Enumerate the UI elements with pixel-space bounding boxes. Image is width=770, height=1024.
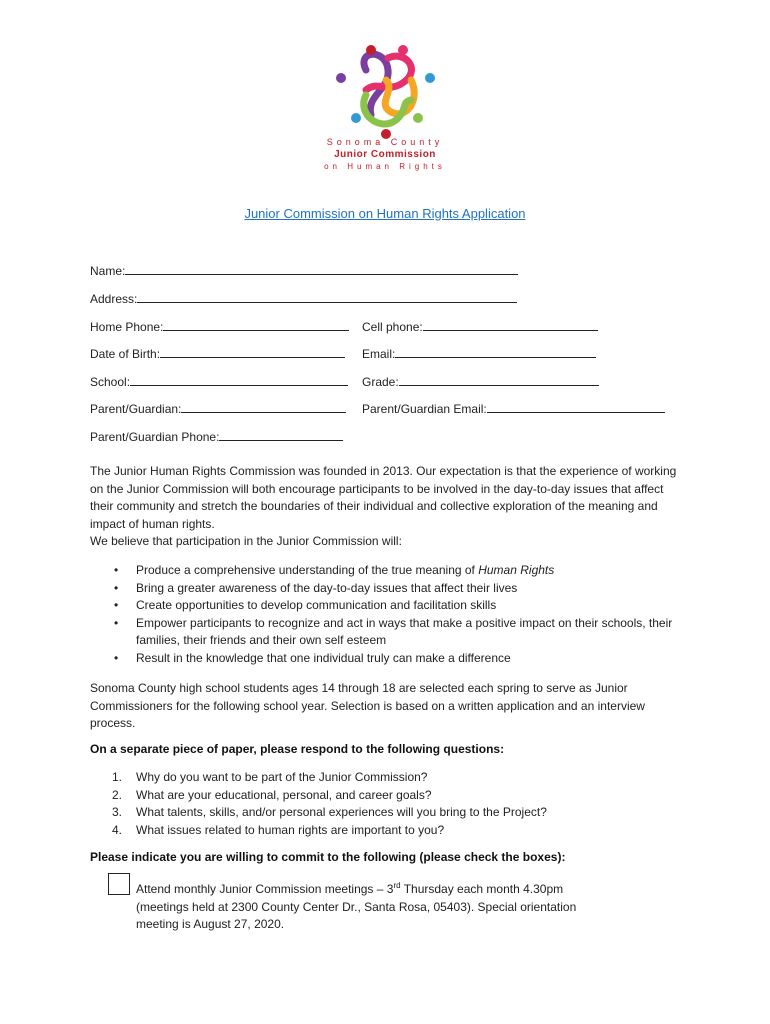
parent-phone-label: Parent/Guardian Phone: bbox=[90, 430, 220, 444]
list-item: • Create opportunities to develop communication and facilitation skills bbox=[114, 598, 497, 612]
question-text: What issues related to human rights are important to you? bbox=[136, 822, 445, 837]
questions-heading: On a separate piece of paper, please respond to the following questions: bbox=[90, 742, 505, 756]
school-label: School: bbox=[90, 375, 131, 389]
intro-text: The Junior Human Rights Commission was founded in 2013. Our expectation is that the experience of working on the Junior Commission will both encourage participants to be involved in the day-to-day issues that affect their community and stretch the boundaries of their individual and collective exploration of the meaning and impact of human rights. bbox=[90, 464, 677, 531]
question-number: 1. bbox=[112, 770, 123, 784]
list-item: • Result in the knowledge that one individual truly can make a difference bbox=[114, 650, 511, 665]
bullet-emphasis: Human Rights bbox=[478, 563, 555, 577]
human-rights-circle-logo-icon bbox=[326, 40, 446, 140]
parent-field[interactable] bbox=[90, 401, 346, 416]
cell-phone-label: Cell phone: bbox=[362, 320, 423, 334]
question-text: What are your educational, personal, and career goals? bbox=[136, 787, 432, 802]
page-title: Junior Commission on Human Rights Application bbox=[244, 206, 526, 221]
dob-field[interactable] bbox=[90, 346, 345, 361]
commit-ordinal: rd bbox=[393, 881, 401, 890]
list-item bbox=[112, 822, 547, 840]
home-phone-label: Home Phone: bbox=[90, 320, 164, 334]
bullet-text: Create opportunities to develop communication and facilitation skills bbox=[136, 598, 497, 612]
commit-text bbox=[136, 877, 616, 934]
question-text: Why do you want to be part of the Junior Commission? bbox=[136, 770, 428, 784]
org-name-line3: on Human Rights bbox=[324, 162, 446, 171]
dob-label: Date of Birth: bbox=[90, 347, 161, 361]
list-item: • Produce a comprehensive understanding of the true meaning of Human Rights bbox=[114, 563, 555, 577]
list-item bbox=[112, 787, 547, 805]
parent-email-field[interactable] bbox=[362, 401, 665, 416]
org-name-line1: Sonoma County bbox=[326, 137, 444, 147]
question-number: 4. bbox=[112, 822, 123, 837]
parent-email-label: Parent/Guardian Email: bbox=[362, 402, 487, 416]
parent-phone-field[interactable] bbox=[90, 429, 343, 444]
question-number: 3. bbox=[112, 805, 123, 819]
list-item bbox=[112, 769, 547, 787]
list-item: • Bring a greater awareness of the day-to-day issues that affect their lives bbox=[114, 580, 518, 595]
question-number: 2. bbox=[112, 787, 123, 802]
school-field[interactable] bbox=[90, 374, 348, 389]
commit-text-part2: Thursday each month 4.30pm (meetings held at 2300 County Center Dr., Santa Rosa, 05403). Special orientation meeting is August 27, 2020. bbox=[136, 882, 577, 931]
list-item bbox=[112, 804, 547, 822]
org-name-line2: Junior Commission bbox=[334, 149, 436, 160]
question-text: What talents, skills, and/or personal experiences will you bring to the Project? bbox=[136, 805, 547, 819]
email-field[interactable] bbox=[362, 346, 596, 361]
name-field[interactable] bbox=[90, 263, 518, 278]
grade-label: Grade: bbox=[362, 375, 399, 389]
meetings-checkbox[interactable] bbox=[108, 873, 130, 895]
bullet-text: Produce a comprehensive understanding of the true meaning of bbox=[136, 563, 479, 577]
cell-phone-field[interactable] bbox=[362, 319, 598, 334]
benefits-list bbox=[114, 562, 694, 667]
commit-text-part1: Attend monthly Junior Commission meetings – 3 bbox=[136, 882, 394, 896]
grade-field[interactable] bbox=[362, 374, 599, 389]
address-field[interactable] bbox=[90, 291, 517, 306]
name-label: Name: bbox=[90, 264, 126, 278]
commit-heading: Please indicate you are willing to commit to the following (please check the boxes): bbox=[90, 850, 566, 864]
questions-list bbox=[112, 769, 547, 839]
bullet-text: Result in the knowledge that one individual truly can make a difference bbox=[136, 650, 511, 665]
bullet-text: Empower participants to recognize and act in ways that make a positive impact on their schools, their families, their friends and their own self esteem bbox=[136, 615, 673, 647]
intro-paragraph bbox=[90, 463, 690, 551]
email-label: Email: bbox=[362, 347, 396, 361]
home-phone-field[interactable] bbox=[90, 319, 349, 334]
selection-paragraph: Sonoma County high school students ages 14 through 18 are selected each spring to serve as Junior Commissioners for the following school year. Selection is based on a written application and an interview process. bbox=[90, 681, 645, 730]
belief-text: We believe that participation in the Junior Commission will: bbox=[90, 534, 402, 548]
address-label: Address: bbox=[90, 292, 138, 306]
bullet-text: Bring a greater awareness of the day-to-day issues that affect their lives bbox=[136, 580, 518, 595]
parent-label: Parent/Guardian: bbox=[90, 402, 182, 416]
list-item: • Empower participants to recognize and act in ways that make a positive impact on their schools, their families, their friends and their own self esteem bbox=[114, 615, 673, 647]
